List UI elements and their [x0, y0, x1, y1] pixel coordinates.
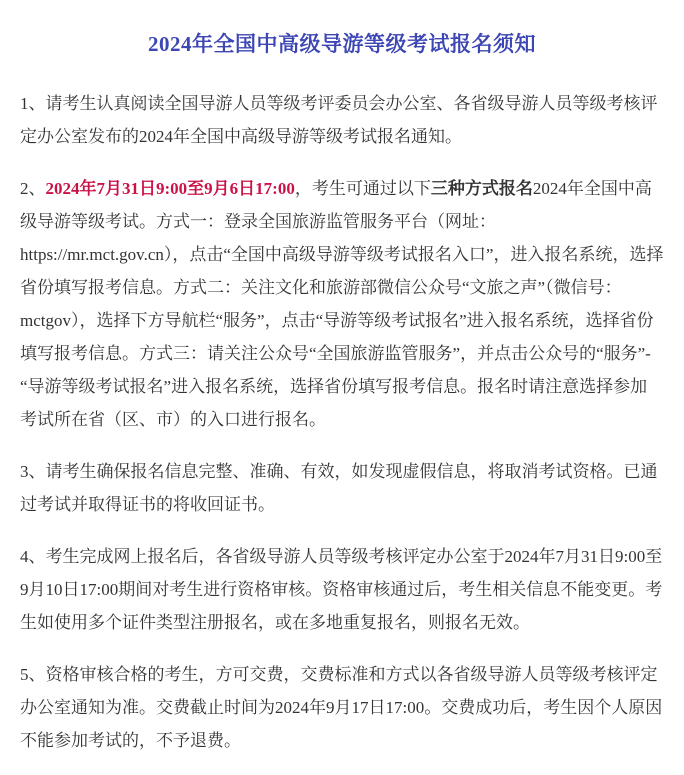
- paragraph-2-lead-text: ，考生可通过以下: [294, 179, 431, 199]
- paragraph-read-notice: [20, 87, 664, 153]
- registration-period-highlight: 2024年7月31日9:00至9月6日17:00: [45, 179, 295, 199]
- paragraph-qualification-review: [20, 540, 664, 639]
- page-title: 2024年全国中高级导游等级考试报名须知: [148, 32, 536, 56]
- paragraph-registration-methods: [20, 172, 664, 436]
- paragraph-2-number: 2、: [20, 179, 46, 199]
- paragraph-payment-text: 5、资格审核合格的考生，方可交费，交费标准和方式以各省级导游人员等级考核评定办公室通知为准。交费截止时间为2024年9月17日17:00。交费成功后，考生因个人原因不能参加考试的，不予退费。: [20, 665, 663, 751]
- paragraph-payment: [20, 658, 664, 757]
- paragraph-qualification-review-text: 4、考生完成网上报名后，各省级导游人员等级考核评定办公室于2024年7月31日9:00至9月10日17:00期间对考生进行资格审核。资格审核通过后，考生相关信息不能变更。考生如使用多个证件类型注册报名，或在多地重复报名，则报名无效。: [20, 547, 663, 633]
- three-methods-emphasis: 三种方式报名: [430, 179, 533, 199]
- paragraph-2-body-text: 2024年全国中高级导游等级考试。方式一：登录全国旅游监管服务平台（网址：https://mr.mct.gov.cn），点击“全国中高级导游等级考试报名入口”，进入报名系统，选择省份填写报考信息。方式二：关注文化和旅游部微信公众号“文旅之声”（微信号：mctgov），选择下方导航栏“服务”，点击“导游等级考试报名”进入报名系统，选择省份填写报考信息。方式三：请关注公众号“全国旅游监管服务”，并点击公众号的“服务”-“导游等级考试报名”进入报名系统，选择省份填写报考信息。报名时请注意选择参加考试所在省（区、市）的入口进行报名。: [20, 179, 664, 430]
- paragraph-info-accuracy-text: 3、请考生确保报名信息完整、准确、有效，如发现虚假信息，将取消考试资格。已通过考试并取得证书的将收回证书。: [20, 462, 658, 515]
- paragraph-info-accuracy: [20, 455, 664, 521]
- paragraph-read-notice-text: 1、请考生认真阅读全国导游人员等级考评委员会办公室、各省级导游人员等级考核评定办公室发布的2024年全国中高级导游等级考试报名通知。: [20, 94, 658, 147]
